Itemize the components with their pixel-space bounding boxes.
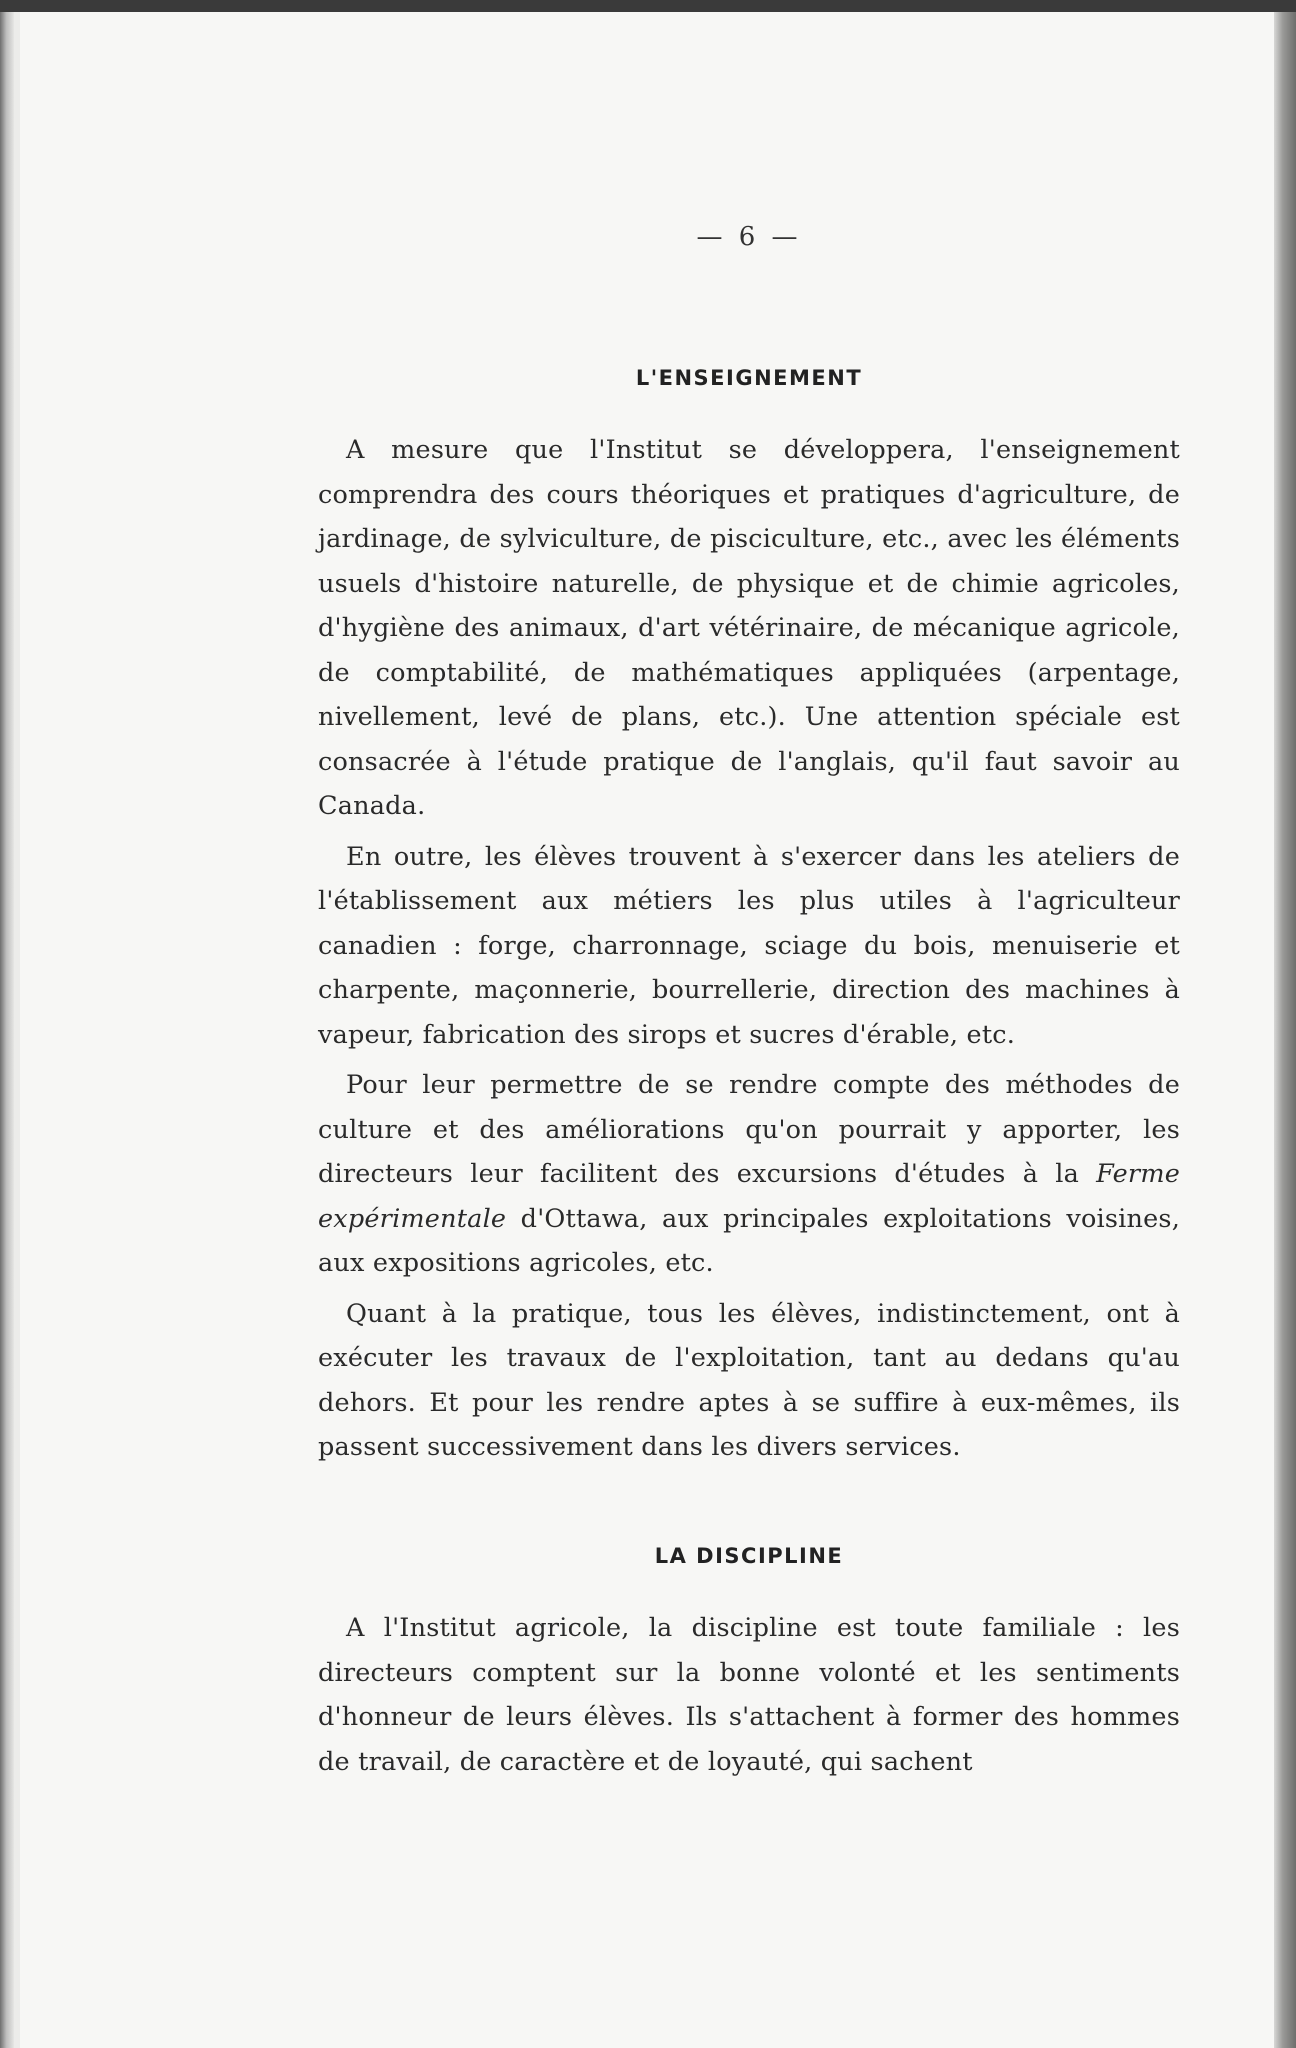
- paragraph-text: d'Ottawa, aux principales exploitations voisines, aux expositions agricoles, etc.: [318, 1203, 1180, 1278]
- italic-term: Ferme expérimentale: [318, 1159, 1180, 1234]
- scan-right-page-edge: [1274, 12, 1296, 2048]
- paragraph-text: Pour leur permettre de se rendre compte des méthodes de culture et des améliorations qu'on pourrait y apporter, les directeurs leur facilitent des excursions d'études à la: [318, 1070, 1180, 1189]
- page-number: — 6 —: [696, 222, 802, 252]
- paragraph: A l'Institut agricole, la discipline est toute familiale : les directeurs comptent sur la bonne volonté et les sentiments d'honneur de leurs élèves. Ils s'attachent à former des hommes de travail, de caractère et de loyauté, qui sachent: [318, 1613, 1180, 1777]
- section-discipline: [318, 1606, 1180, 1790]
- paragraph: En outre, les élèves trouvent à s'exercer dans les ateliers de l'établissement aux métiers les plus utiles à l'agriculteur canadien : forge, charronnage, sciage du bois, menuiserie et charpente, maçonnerie, bourrellerie, direction des machines à vapeur, fabrication des sirops et sucres d'érable, etc.: [318, 841, 1180, 1050]
- section-enseignement: [318, 428, 1180, 1476]
- scan-left-page-edge: [14, 12, 20, 2048]
- paragraph: [318, 1063, 1180, 1286]
- section-heading-discipline: LA DISCIPLINE: [654, 1544, 844, 1568]
- scan-left-binding-edge: [0, 12, 14, 2048]
- paragraph: Quant à la pratique, tous les élèves, indistinctement, ont à exécuter les travaux de l'exploitation, tant au dedans qu'au dehors. Et pour les rendre aptes à se suffire à eux-mêmes, ils passent successivement dans les divers services.: [318, 1298, 1180, 1462]
- paragraph: A mesure que l'Institut se développera, l'enseignement comprendra des cours théoriques et pratiques d'agriculture, de jardinage, de sylviculture, de pisciculture, etc., avec les éléments usuels d'histoire naturelle, de physique et de chimie agricoles, d'hygiène des animaux, d'art vétérinaire, de mécanique agricole, de comptabilité, de mathématiques appliquées (arpentage, nivellement, levé de plans, etc.). Une attention spéciale est consacrée à l'étude pratique de l'anglais, qu'il faut savoir au Canada.: [318, 435, 1180, 821]
- document-page: [318, 0, 1180, 2048]
- section-heading-enseignement: L'ENSEIGNEMENT: [635, 366, 863, 390]
